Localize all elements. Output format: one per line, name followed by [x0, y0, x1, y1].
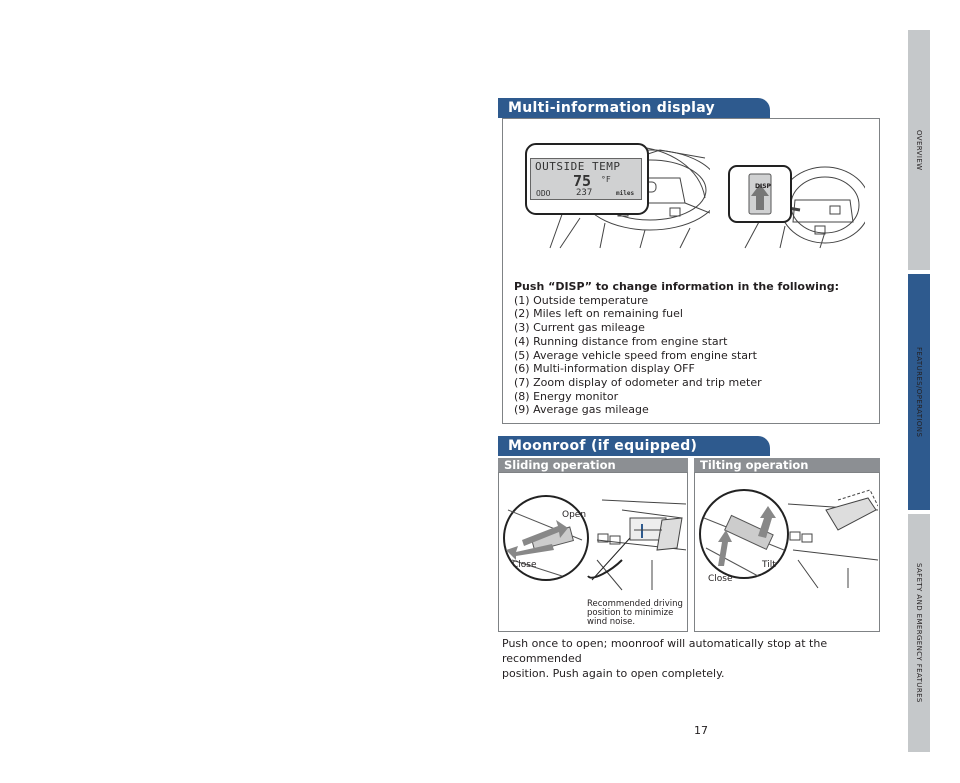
slide-open-label: Open: [562, 510, 587, 520]
list-item: (6) Multi-information display OFF: [514, 362, 695, 376]
tab-features-operations-label: FEATURES/OPERATIONS: [915, 346, 923, 438]
lcd-display: [530, 158, 642, 200]
tab-features-operations[interactable]: [908, 274, 930, 510]
disp-button-label: DISP: [755, 183, 771, 190]
sliding-operation-title: Sliding operation: [498, 458, 688, 472]
list-item: (7) Zoom display of odometer and trip meter: [514, 375, 762, 389]
lcd-odo-label: ODO: [536, 189, 551, 198]
note-line-1: Recommended driving: [587, 599, 683, 609]
lcd-odo-unit: miles: [616, 190, 635, 197]
mid-intro: Push “DISP” to change information in the following:: [514, 280, 840, 293]
list-item: (2) Miles left on remaining fuel: [514, 307, 683, 321]
list-item: (3) Current gas mileage: [514, 321, 645, 335]
tab-overview[interactable]: [908, 30, 930, 270]
recommended-position-note: [587, 600, 683, 627]
lcd-temp-value: 75: [573, 172, 592, 190]
tab-safety-emergency-label: SAFETY AND EMERGENCY FEATURES: [915, 563, 923, 703]
tilt-close-label: Close: [708, 574, 733, 584]
tab-safety-emergency[interactable]: [908, 514, 930, 752]
mid-instructions: [514, 280, 874, 417]
sliding-illustration: [502, 480, 686, 600]
slide-close-label: Close: [512, 560, 537, 570]
list-item: (5) Average vehicle speed from engine start: [514, 348, 757, 362]
description-line-2: position. Push again to open completely.: [502, 667, 725, 680]
lcd-odo-value: 237: [576, 188, 593, 198]
tilt-label: Tilt: [762, 560, 776, 570]
page-number: 17: [694, 724, 708, 737]
steering-wheel-button-illustration: [725, 160, 865, 250]
moonroof-section-title: Moonroof (if equipped): [498, 436, 770, 456]
note-line-2: position to minimize: [587, 608, 674, 618]
list-item: (1) Outside temperature: [514, 293, 649, 307]
tilting-operation-title: Tilting operation: [694, 458, 880, 472]
list-item: (8) Energy monitor: [514, 389, 619, 403]
list-item: (4) Running distance from engine start: [514, 334, 728, 348]
mid-section-title: Multi-information display: [498, 98, 770, 118]
moonroof-description: [502, 636, 882, 681]
description-line-1: Push once to open; moonroof will automatically stop at the recommended: [502, 637, 828, 665]
tab-overview-label: OVERVIEW: [915, 129, 923, 171]
list-item: (9) Average gas mileage: [514, 403, 649, 417]
lcd-temp-unit: °F: [601, 175, 611, 184]
lcd-line-title: OUTSIDE TEMP: [535, 160, 621, 173]
note-line-3: wind noise.: [587, 617, 636, 627]
